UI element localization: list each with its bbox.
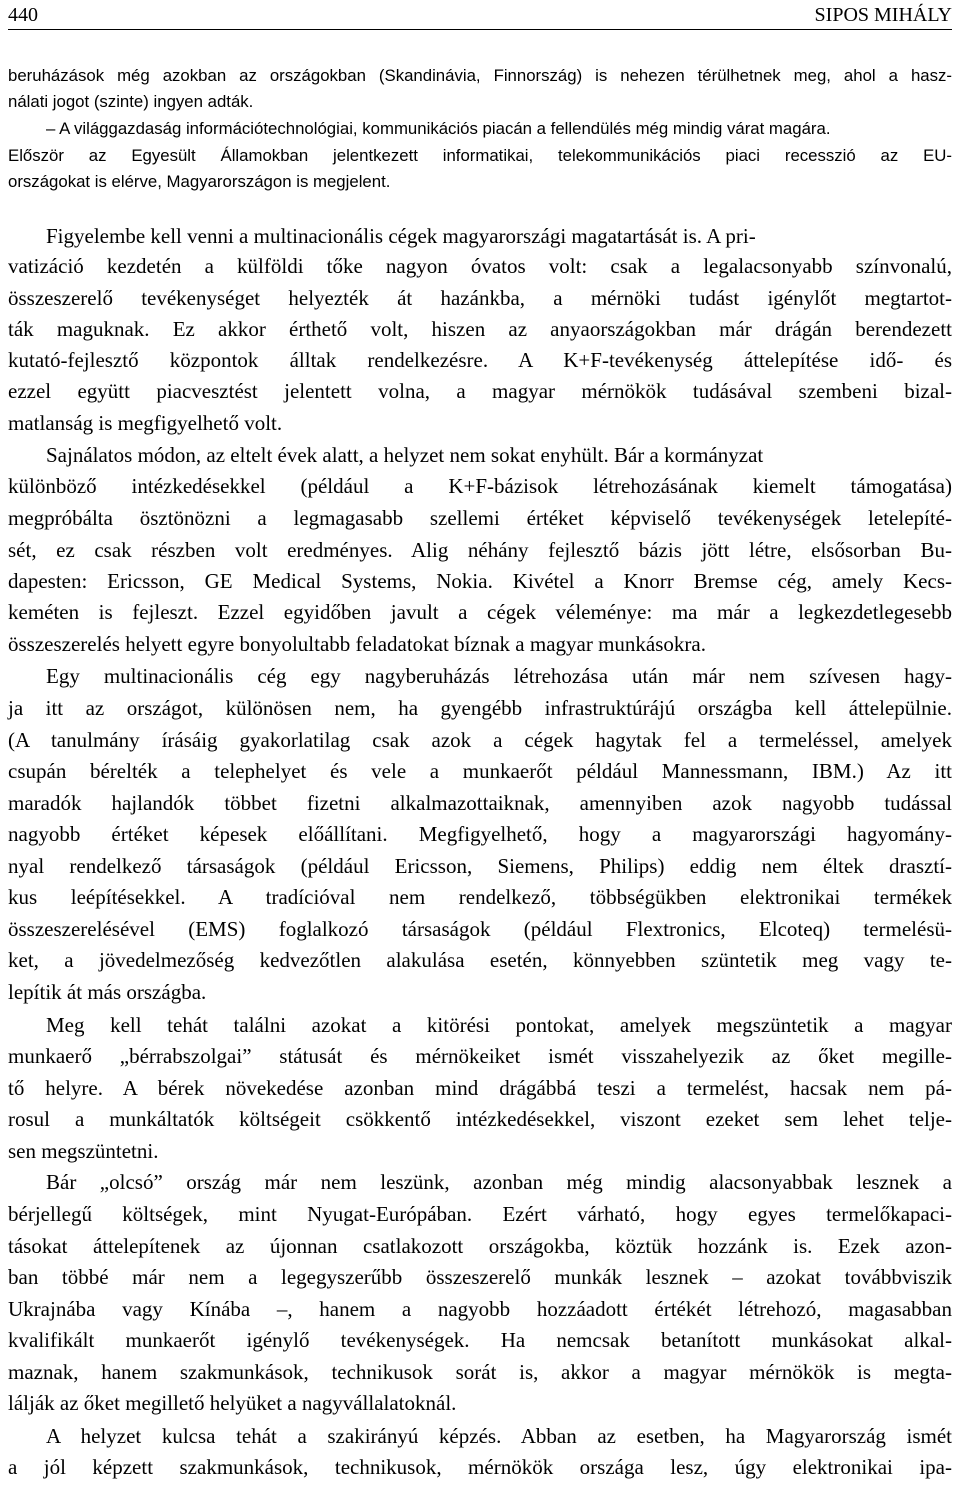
text-line: különböző intézkedésekkel (például a K+F-bázisok létrehozásának kiemelt támogatása) <box>8 474 952 498</box>
text-line: sen megszüntetni. <box>8 1139 159 1163</box>
text-line: összeszerelő tevékenységet helyezték át hazánkba, a mérnöki tudást igénylőt megtartot- <box>8 286 952 310</box>
text-line: nálati jogot (szinte) ingyen adták. <box>8 92 254 111</box>
text-line: ket, a jövedelmezőség kedvezőtlen alakulása esetén, könnyebben szüntetik meg vagy te- <box>8 948 952 972</box>
text-line: megpróbálta ösztönözni a legmagasabb szellemi értéket képviselő tevékenységek letelepíté- <box>8 506 952 530</box>
text-line: csupán bérelték a telephelyet és vele a munkaerőt például Mannessmann, IBM.) Az itt <box>8 759 952 783</box>
text-line: nyal rendelkező társaságok (például Ericsson, Siemens, Philips) eddig nem éltek drasztí- <box>8 854 952 878</box>
text-line: Először az Egyesült Államokban jelentkezett informatikai, telekommunikációs piaci recesszió az EU- <box>8 146 952 165</box>
text-line: országokat is elérve, Magyarországon is megjelent. <box>8 172 391 191</box>
page-number: 440 <box>8 4 38 26</box>
text-line: ja itt az országot, különösen nem, ha gyengébb infrastruktúrájú országba kell áttelepülnie. <box>8 696 952 720</box>
text-line: ban többé már nem a legegyszerűbb összeszerelő munkák lesznek – azokat továbbviszik <box>8 1265 952 1289</box>
text-line: lepítik át más országba. <box>8 980 207 1004</box>
text-line: ták maguknak. Ez akkor érthető volt, hiszen az anyaországokban már drágán berendezett <box>8 317 952 341</box>
text-line: Figyelembe kell venni a multinacionális cégek magyarországi magatartását is. A pri- <box>46 224 756 248</box>
text-line: nagyobb értéket képesek előállítani. Megfigyelhető, hogy a magyarországi hagyomány- <box>8 822 952 846</box>
text-line: (A tanulmány írásáig gyakorlatilag csak azok a cégek hagytak fel a termeléssel, amelyek <box>8 728 952 752</box>
text-line: Meg kell tehát találni azokat a kitörési pontokat, amelyek megszüntetik a magyar <box>46 1013 952 1037</box>
text-line: tásokat áttelepítenek az újonnan csatlakozott országokba, köztük hozzánk is. Ezek azon- <box>8 1234 952 1258</box>
text-line: keméten is fejleszt. Ezzel egyidőben javult a cégek véleménye: ma már a legkezdetlegesebb <box>8 600 952 624</box>
text-line: a jól képzett szakmunkások, technikusok, mérnökök országa lesz, úgy elektronikai ipa- <box>8 1455 952 1479</box>
text-line: – A világgazdaság információtechnológiai, kommunikációs piacán a fellendülés még mindig várat magára. <box>46 119 831 138</box>
text-line: sét, ez csak részben volt eredményes. Alig néhány fejlesztő bázis jött létre, elsősorban Bu- <box>8 538 952 562</box>
text-line: kus leépítésekkel. A tradícióval nem rendelkező, többségükben elektronikai termékek <box>8 885 952 909</box>
text-line: matlanság is megfigyelhető volt. <box>8 411 283 435</box>
text-line: lálják az őket megillető helyüket a nagyvállalatoknál. <box>8 1391 457 1415</box>
text-line: Bár „olcsó” ország már nem leszünk, azonban még mindig alacsonyabbak lesznek a <box>46 1170 952 1194</box>
text-line: Ukrajnába vagy Kínába –, hanem a nagyobb hozzáadott értékét létrehozó, magasabban <box>8 1297 952 1321</box>
text-line: Sajnálatos módon, az eltelt évek alatt, a helyzet nem sokat enyhült. Bár a kormányzat <box>46 443 764 467</box>
text-line: dapesten: Ericsson, GE Medical Systems, Nokia. Kivétel a Knorr Bremse cég, amely Kecs- <box>8 569 952 593</box>
running-head: SIPOS MIHÁLY <box>814 4 952 26</box>
text-line: rosul a munkáltatók költségeit csökkentő intézkedésekkel, viszont ezeket sem lehet telje- <box>8 1107 952 1131</box>
text-line: vatizáció kezdetén a külföldi tőke nagyon óvatos volt: csak a legalacsonyabb színvonalú, <box>8 254 952 278</box>
text-line: kvalifikált munkaerőt igénylő tevékenységek. Ha nemcsak betanított munkásokat alkal- <box>8 1328 952 1352</box>
text-line: ezzel együtt piacvesztést jelentett volna, a magyar mérnökök tudásával szembeni bizal- <box>8 379 952 403</box>
text-line: összeszerelésével (EMS) foglalkozó társaságok (például Flextronics, Elcoteq) termelésü- <box>8 917 952 941</box>
text-line: munkaerő „bérrabszolgai” státusát és mérnökeiket ismét visszahelyezik az őket megille- <box>8 1044 952 1068</box>
text-line: beruházások még azokban az országokban (Skandinávia, Finnország) is nehezen térülhetnek meg, ahol a hasz- <box>8 66 952 85</box>
text-line: összeszerelés helyett egyre bonyolultabb feladatokat bíznak a magyar munkásokra. <box>8 632 706 656</box>
page-header <box>8 0 952 30</box>
text-line: tő helyre. A bérek növekedése azonban mind drágábbá teszi a termelést, hacsak nem pá- <box>8 1076 952 1100</box>
text-line: Egy multinacionális cég egy nagyberuházás létrehozása után már nem szívesen hagy- <box>46 664 952 688</box>
text-line: maznak, hanem szakmunkások, technikusok sorát is, akkor a magyar mérnökök is megta- <box>8 1360 952 1384</box>
text-line: kutató-fejlesztő központok álltak rendelkezésre. A K+F-tevékenység áttelepítése idő- és <box>8 348 952 372</box>
text-line: bérjellegű költségek, mint Nyugat-Európában. Ezért várható, hogy egyes termelőkapaci- <box>8 1202 952 1226</box>
text-line: A helyzet kulcsa tehát a szakirányú képzés. Abban az esetben, ha Magyarország ismét <box>46 1424 952 1448</box>
text-line: maradók hajlandók többet fizetni alkalmazottaiknak, amennyiben azok nagyobb tudással <box>8 791 952 815</box>
